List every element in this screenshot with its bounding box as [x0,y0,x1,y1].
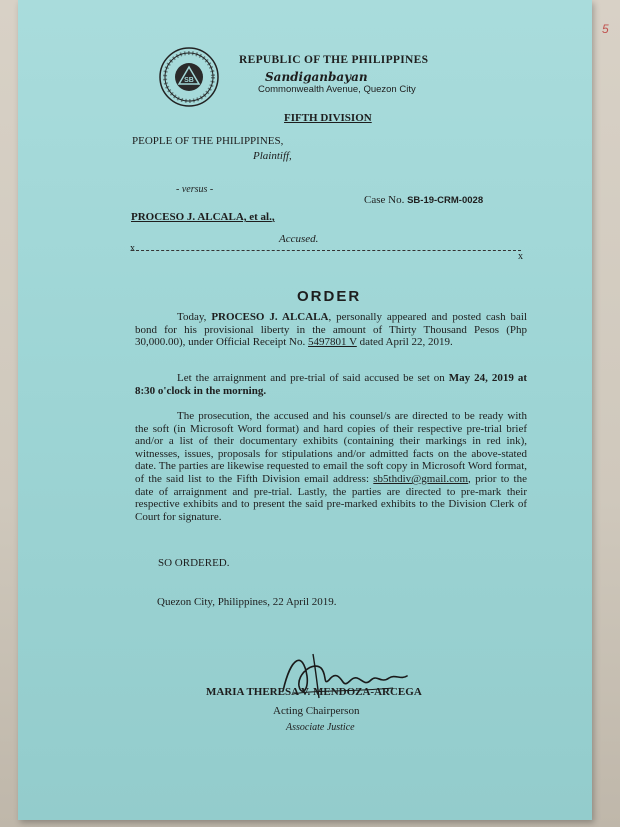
signatory-title: Acting Chairperson [273,705,360,717]
order-paragraph-3 [135,410,527,523]
svg-text:SB: SB [184,77,194,84]
p2-text-a: Let the arraignment and pre-trial of said accused be set on [177,372,449,384]
header-court-name: Sandiganbayan [265,70,368,84]
p3-email-link: sb5thdiv@gmail.com [373,472,469,485]
order-paragraph-1 [135,311,527,349]
caption-divider [131,250,521,251]
accused-name-suffix: , [271,211,275,223]
court-order-document [18,0,592,820]
accused-role: Accused. [279,233,319,245]
p1-text-c: dated April 22, 2019. [356,336,453,349]
versus-label: - versus - [176,184,214,195]
divider-left-x: x [130,243,135,254]
order-paragraph-2 [135,372,527,397]
signatory-position: Associate Justice [286,722,355,733]
p1-text-b: , personally appeared and posted cash bail bond for his provisional liberty in the amount of Thirty Thousand Pesos (Php 30,000.00), under Official Receipt No. [135,311,527,349]
case-number-label: Case No. [364,194,405,206]
place-and-date: Quezon City, Philippines, 22 April 2019. [157,596,337,608]
sandiganbayan-seal-icon [158,46,220,108]
corner-page-mark: 5 [602,22,609,36]
header-division: FIFTH DIVISION [284,112,372,124]
p1-receipt-number: 5497801 V [308,336,357,349]
p3-text-b: , prior to the date of arraignment and pre-trial. Lastly, the parties are directed to pre-mark their respective exhibits and to present the said pre-marked exhibits to the Division Clerk of Court for signature. [135,472,527,523]
accused-name [131,211,275,224]
plaintiff-name: PEOPLE OF THE PHILIPPINES, [132,135,284,147]
p3-text-a: The prosecution, the accused and his counsel/s are directed to be ready with the soft (in Microsoft Word format) and hard copies of their respective pre-trial brief and/or a list of their documentary exhibits (containing their markings in red ink), witnesses, issues, proposals for stipulations and/or admitted facts on the above-stated date. The parties are likewise requested to email the soft copy in Microsoft Word format, of the said list to the Fifth Division email address: [135,410,527,485]
p2-hearing-date: May 24, 2019 at 8:30 o'clock in the morning. [135,372,527,397]
order-title: ORDER [297,288,362,305]
plaintiff-role: Plaintiff, [253,150,292,162]
header-republic: REPUBLIC OF THE PHILIPPINES [239,54,429,66]
header-address: Commonwealth Avenue, Quezon City [258,84,416,95]
case-number-value: SB-19-CRM-0028 [407,195,484,206]
p1-text-a: Today, [177,311,212,323]
case-number [364,194,483,207]
accused-name-text: PROCESO J. ALCALA, et al. [131,211,272,223]
divider-right-x: x [518,251,523,262]
so-ordered: SO ORDERED. [158,557,230,569]
p1-accused-name: PROCESO J. ALCALA [211,311,329,323]
signatory-name: MARIA THERESA V. MENDOZA-ARCEGA [206,686,422,698]
